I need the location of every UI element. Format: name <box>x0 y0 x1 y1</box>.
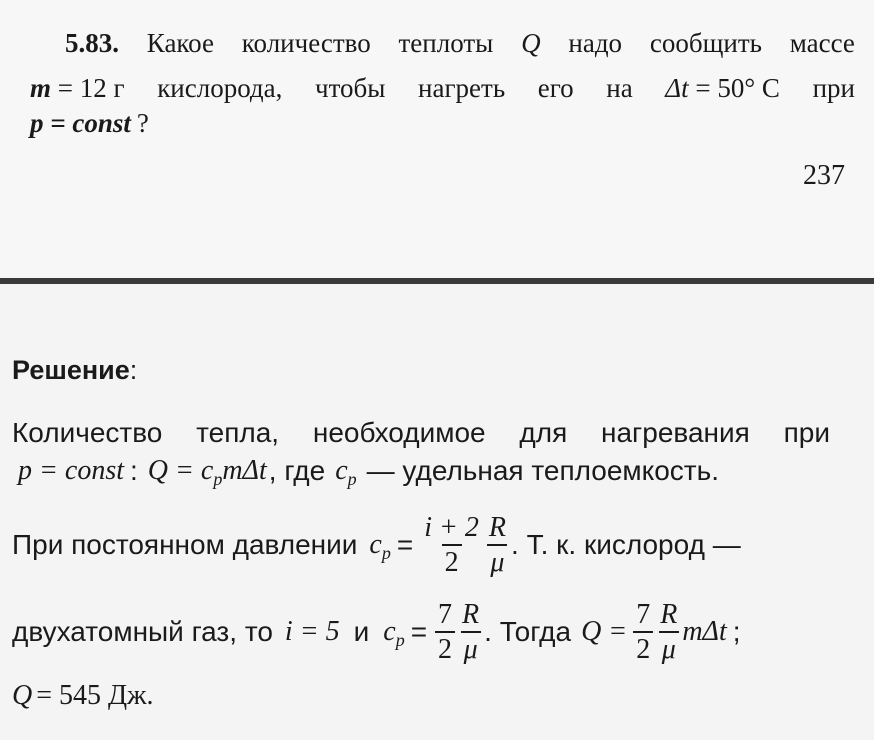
question-mark: ? <box>136 108 149 138</box>
fraction-denominator: 2 <box>633 631 653 664</box>
problem-line-3 <box>30 108 149 139</box>
solution-word: для <box>519 417 568 448</box>
where-text: , где <box>268 455 326 486</box>
solution-line-3 <box>12 513 741 578</box>
var-m: m <box>30 73 52 103</box>
problem-number: 5.83. <box>65 28 119 58</box>
fraction-numerator: 7 <box>636 599 651 630</box>
text-segment: При постоянном давлении <box>12 529 358 561</box>
solution-word: Количество <box>12 417 163 448</box>
solution-word: при <box>783 417 830 448</box>
solution-colon: : <box>129 355 138 385</box>
description-text: — удельная теплоемкость. <box>366 455 719 486</box>
subscript-p: p <box>381 542 391 563</box>
fraction-numerator: 7 <box>438 599 453 630</box>
var-q: Q <box>12 680 33 711</box>
problem-word: на <box>606 73 633 103</box>
fraction-r-over-mu <box>486 513 509 578</box>
degrees-of-freedom: i = 5 <box>284 616 340 648</box>
problem-word: его <box>537 73 574 103</box>
equals-sign: = <box>410 616 428 648</box>
fraction-numerator: R <box>488 512 507 543</box>
solution-heading: Решение <box>12 355 130 385</box>
fraction-r-over-mu <box>657 600 680 665</box>
colon: : <box>130 455 138 486</box>
pressure-condition: p = const <box>30 108 131 138</box>
fraction-denominator: μ <box>461 631 481 664</box>
solution-line-2 <box>18 455 719 487</box>
solution-line-5 <box>12 680 153 712</box>
semicolon: ; <box>732 616 741 648</box>
var-c: c <box>383 616 396 648</box>
var-c: c <box>369 529 382 561</box>
subscript-p: p <box>395 629 405 650</box>
text-segment: . Тогда <box>484 616 572 648</box>
solution-word: тепла, <box>196 417 280 448</box>
problem-word: надо <box>568 28 623 58</box>
solution-title <box>12 355 137 386</box>
solution-line-4 <box>12 600 741 665</box>
and-word: и <box>353 616 370 648</box>
subscript-p: p <box>347 468 357 489</box>
fraction-i-plus-2-over-2 <box>421 513 482 578</box>
problem-word: кислорода, <box>157 73 283 103</box>
formula-rest: mΔt <box>222 455 267 486</box>
fraction-7-over-2 <box>633 600 653 665</box>
problem-line-1 <box>65 28 855 59</box>
problem-word: сообщить <box>649 28 762 58</box>
solution-word: нагревания <box>601 417 750 448</box>
formula-q: Q = <box>581 616 628 648</box>
text-segment: . Т. к. кислород — <box>511 529 741 561</box>
equals-sign: = <box>396 529 414 561</box>
problem-line-2 <box>30 73 855 104</box>
problem-word: чтобы <box>315 73 386 103</box>
solution-word: необходимое <box>312 417 486 448</box>
problem-section <box>0 0 874 278</box>
temperature-value: = 50° C <box>695 73 780 103</box>
solution-line-1 <box>12 417 830 449</box>
fraction-denominator: μ <box>659 631 679 664</box>
problem-word: количество <box>241 28 371 58</box>
problem-word: Какое <box>146 28 214 58</box>
pressure-condition: p = const <box>18 455 124 486</box>
problem-word: массе <box>789 28 855 58</box>
fraction-7-over-2 <box>435 600 455 665</box>
var-c: c <box>335 455 348 486</box>
fraction-denominator: μ <box>487 544 507 577</box>
fraction-numerator: i + 2 <box>424 512 479 543</box>
temperature-expression <box>665 73 780 104</box>
problem-word: нагреть <box>418 73 506 103</box>
fraction-denominator: 2 <box>442 544 462 577</box>
answer-value: = 545 Дж. <box>36 680 154 711</box>
subscript-p: p <box>213 468 223 489</box>
var-q: Q <box>521 28 541 58</box>
fraction-numerator: R <box>462 599 480 630</box>
mass-value: = 12 г <box>57 73 125 103</box>
problem-word: при <box>812 73 855 103</box>
fraction-numerator: R <box>660 599 678 630</box>
problem-word: теплоты <box>398 28 494 58</box>
fraction-r-over-mu <box>459 600 482 665</box>
page-number: 237 <box>803 160 845 191</box>
formula-rest: mΔt <box>682 616 727 648</box>
formula-q: Q = c <box>147 455 214 486</box>
text-segment: двухатомный газ, то <box>12 616 273 648</box>
mass-expression <box>30 73 125 104</box>
fraction-denominator: 2 <box>435 631 455 664</box>
var-dt: Δt <box>665 73 689 103</box>
